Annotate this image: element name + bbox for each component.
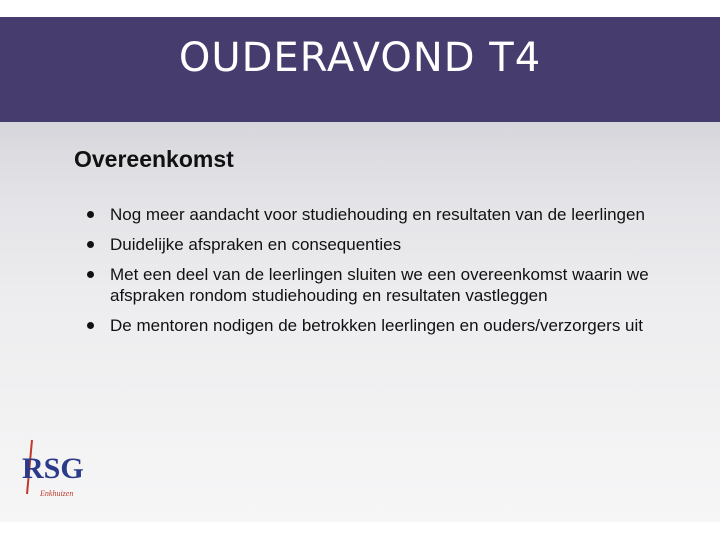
top-band	[0, 0, 720, 17]
bottom-band	[0, 522, 720, 540]
bullet-icon	[87, 271, 94, 278]
logo-text: RSG	[22, 452, 84, 485]
bullet-icon	[87, 241, 94, 248]
bullet-list	[84, 204, 674, 345]
bullet-item	[84, 264, 674, 306]
bullet-text: De mentoren nodigen de betrokken leerlingen en ouders/verzorgers uit	[110, 316, 643, 335]
bullet-text: Duidelijke afspraken en consequenties	[110, 235, 402, 254]
bullet-text: Met een deel van de leerlingen sluiten we een overeenkomst waarin we afspraken rondom studiehouding en resultaten vastleggen	[110, 265, 649, 305]
bullet-icon	[87, 322, 94, 329]
bullet-text: Nog meer aandacht voor studiehouding en resultaten van de leerlingen	[110, 205, 645, 224]
slide-heading: Overeenkomst	[74, 146, 234, 172]
bullet-item	[84, 204, 674, 225]
logo-subtext: Enkhuizen	[40, 489, 74, 498]
rsg-logo	[18, 432, 86, 506]
bullet-item	[84, 315, 674, 336]
bullet-icon	[87, 211, 94, 218]
slide-title: OUDERAVOND T4	[178, 35, 542, 81]
bullet-item	[84, 234, 674, 255]
